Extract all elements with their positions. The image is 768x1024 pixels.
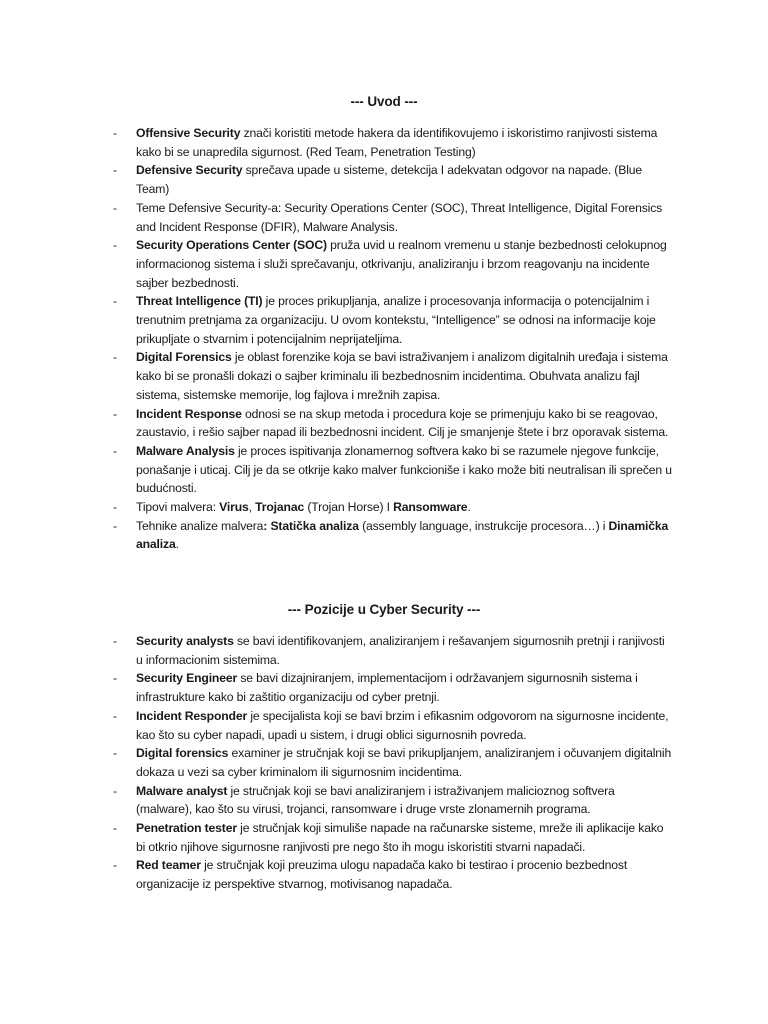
list-item-threat-intelligence: - Threat Intelligence (TI) je proces prikupljanja, analize i procesovanja informacija o potencijalnim i trenutnim pretnjama za organizaciju. U ovom kontekstu, “Intelligence” se odnosi na informacije koje prikupljate o stvarnim i potencijalnim neprijateljima. xyxy=(113,292,673,348)
list-item-defensive-security: - Defensive Security sprečava upade u sisteme, detekcija I adekvatan odgovor na napade. (Blue Team) xyxy=(113,161,673,198)
list-item-security-analysts: - Security analysts se bavi identifikovanjem, analiziranjem i rešavanjem sigurnosnih pretnji i ranjivosti u informacionim sistemima. xyxy=(113,632,673,669)
list-item-digital-forensics: - Digital Forensics je oblast forenzike koja se bavi istraživanjem i analizom digitalnih uređaja i sistema kako bi se pronašli dokazi o sajber kriminalu ili bezbednosnim incidentima. Obuhvata analizu fajl sistema, sistemske memorije, log fajlova i mrežnih zapisa. xyxy=(113,348,673,404)
list-item-digital-forensics-examiner: - Digital forensics examiner je stručnjak koji se bavi prikupljanjem, analiziranjem i očuvanjem digitalnih dokaza u vezi sa cyber kriminalom ili sigurnosnim incidentima. xyxy=(113,744,673,781)
list-item-malware-analyst: - Malware analyst je stručnjak koji se bavi analiziranjem i istraživanjem malicioznog softvera (malware), kao što su virusi, trojanci, ransomware i druge vrste zlonamernih programa. xyxy=(113,782,673,819)
positions-heading: --- Pozicije u Cyber Security --- xyxy=(287,602,481,617)
list-item-security-engineer: - Security Engineer se bavi dizajniranjem, implementacijom i održavanjem sigurnosnih sistema i infrastrukture kako bi zaštitio organizaciju od cyber pretnji. xyxy=(113,669,673,706)
list-item-defensive-topics: - Teme Defensive Security-a: Security Operations Center (SOC), Threat Intelligence, Digital Forensics and Incident Response (DFIR), Malware Analysis. xyxy=(113,199,673,236)
positions-list xyxy=(113,632,673,894)
intro-heading: --- Uvod --- xyxy=(350,94,418,109)
list-item-incident-responder: - Incident Responder je specijalista koji se bavi brzim i efikasnim odgovorom na sigurnosne incidente, kao što su cyber napadi, upadi u sistem, i drugi oblici sigurnosnih povreda. xyxy=(113,707,673,744)
list-item-malware-analysis: - Malware Analysis je proces ispitivanja zlonamernog softvera kako bi se razumele njegove funkcije, ponašanje i uticaj. Cilj je da se otkrije kako malver funkcioniše i kako može biti neutralisan ili sprečen u budućnosti. xyxy=(113,442,673,498)
list-item-soc: - Security Operations Center (SOC) pruža uvid u realnom vremenu u stanje bezbednosti celokupnog informacionog sistema i služi sprečavanju, otkrivanju, analiziranju i brzom reagovanju na incidente sajber bezbednosti. xyxy=(113,236,673,292)
list-item-analysis-techniques: - Tehnike analize malvera: Statička analiza (assembly language, instrukcije procesora…) i Dinamička analiza. xyxy=(113,517,673,554)
list-item-red-teamer: - Red teamer je stručnjak koji preuzima ulogu napadača kako bi testirao i procenio bezbednost organizacije iz perspektive stvarnog, motivisanog napadača. xyxy=(113,856,673,893)
list-item-malware-types: - Tipovi malvera: Virus, Trojanac (Trojan Horse) I Ransomware. xyxy=(113,498,673,517)
intro-list xyxy=(113,124,673,554)
list-item-penetration-tester: - Penetration tester je stručnjak koji simuliše napade na računarske sisteme, mreže ili aplikacije kako bi otkrio njihove sigurnosne ranjivosti pre nego što ih mogu iskoristiti stvarni napadači. xyxy=(113,819,673,856)
list-item-incident-response: - Incident Response odnosi se na skup metoda i procedura koje se primenjuju kako bi se reagovao, zaustavio, i rešio sajber napad ili bezbednosni incident. Cilj je smanjenje štete i brz oporavak sistema. xyxy=(113,405,673,442)
list-item-offensive-security: - Offensive Security znači koristiti metode hakera da identifikovujemo i iskoristimo ranjivosti sistema kako bi se unapredila sigurnost. (Red Team, Penetration Testing) xyxy=(113,124,673,161)
